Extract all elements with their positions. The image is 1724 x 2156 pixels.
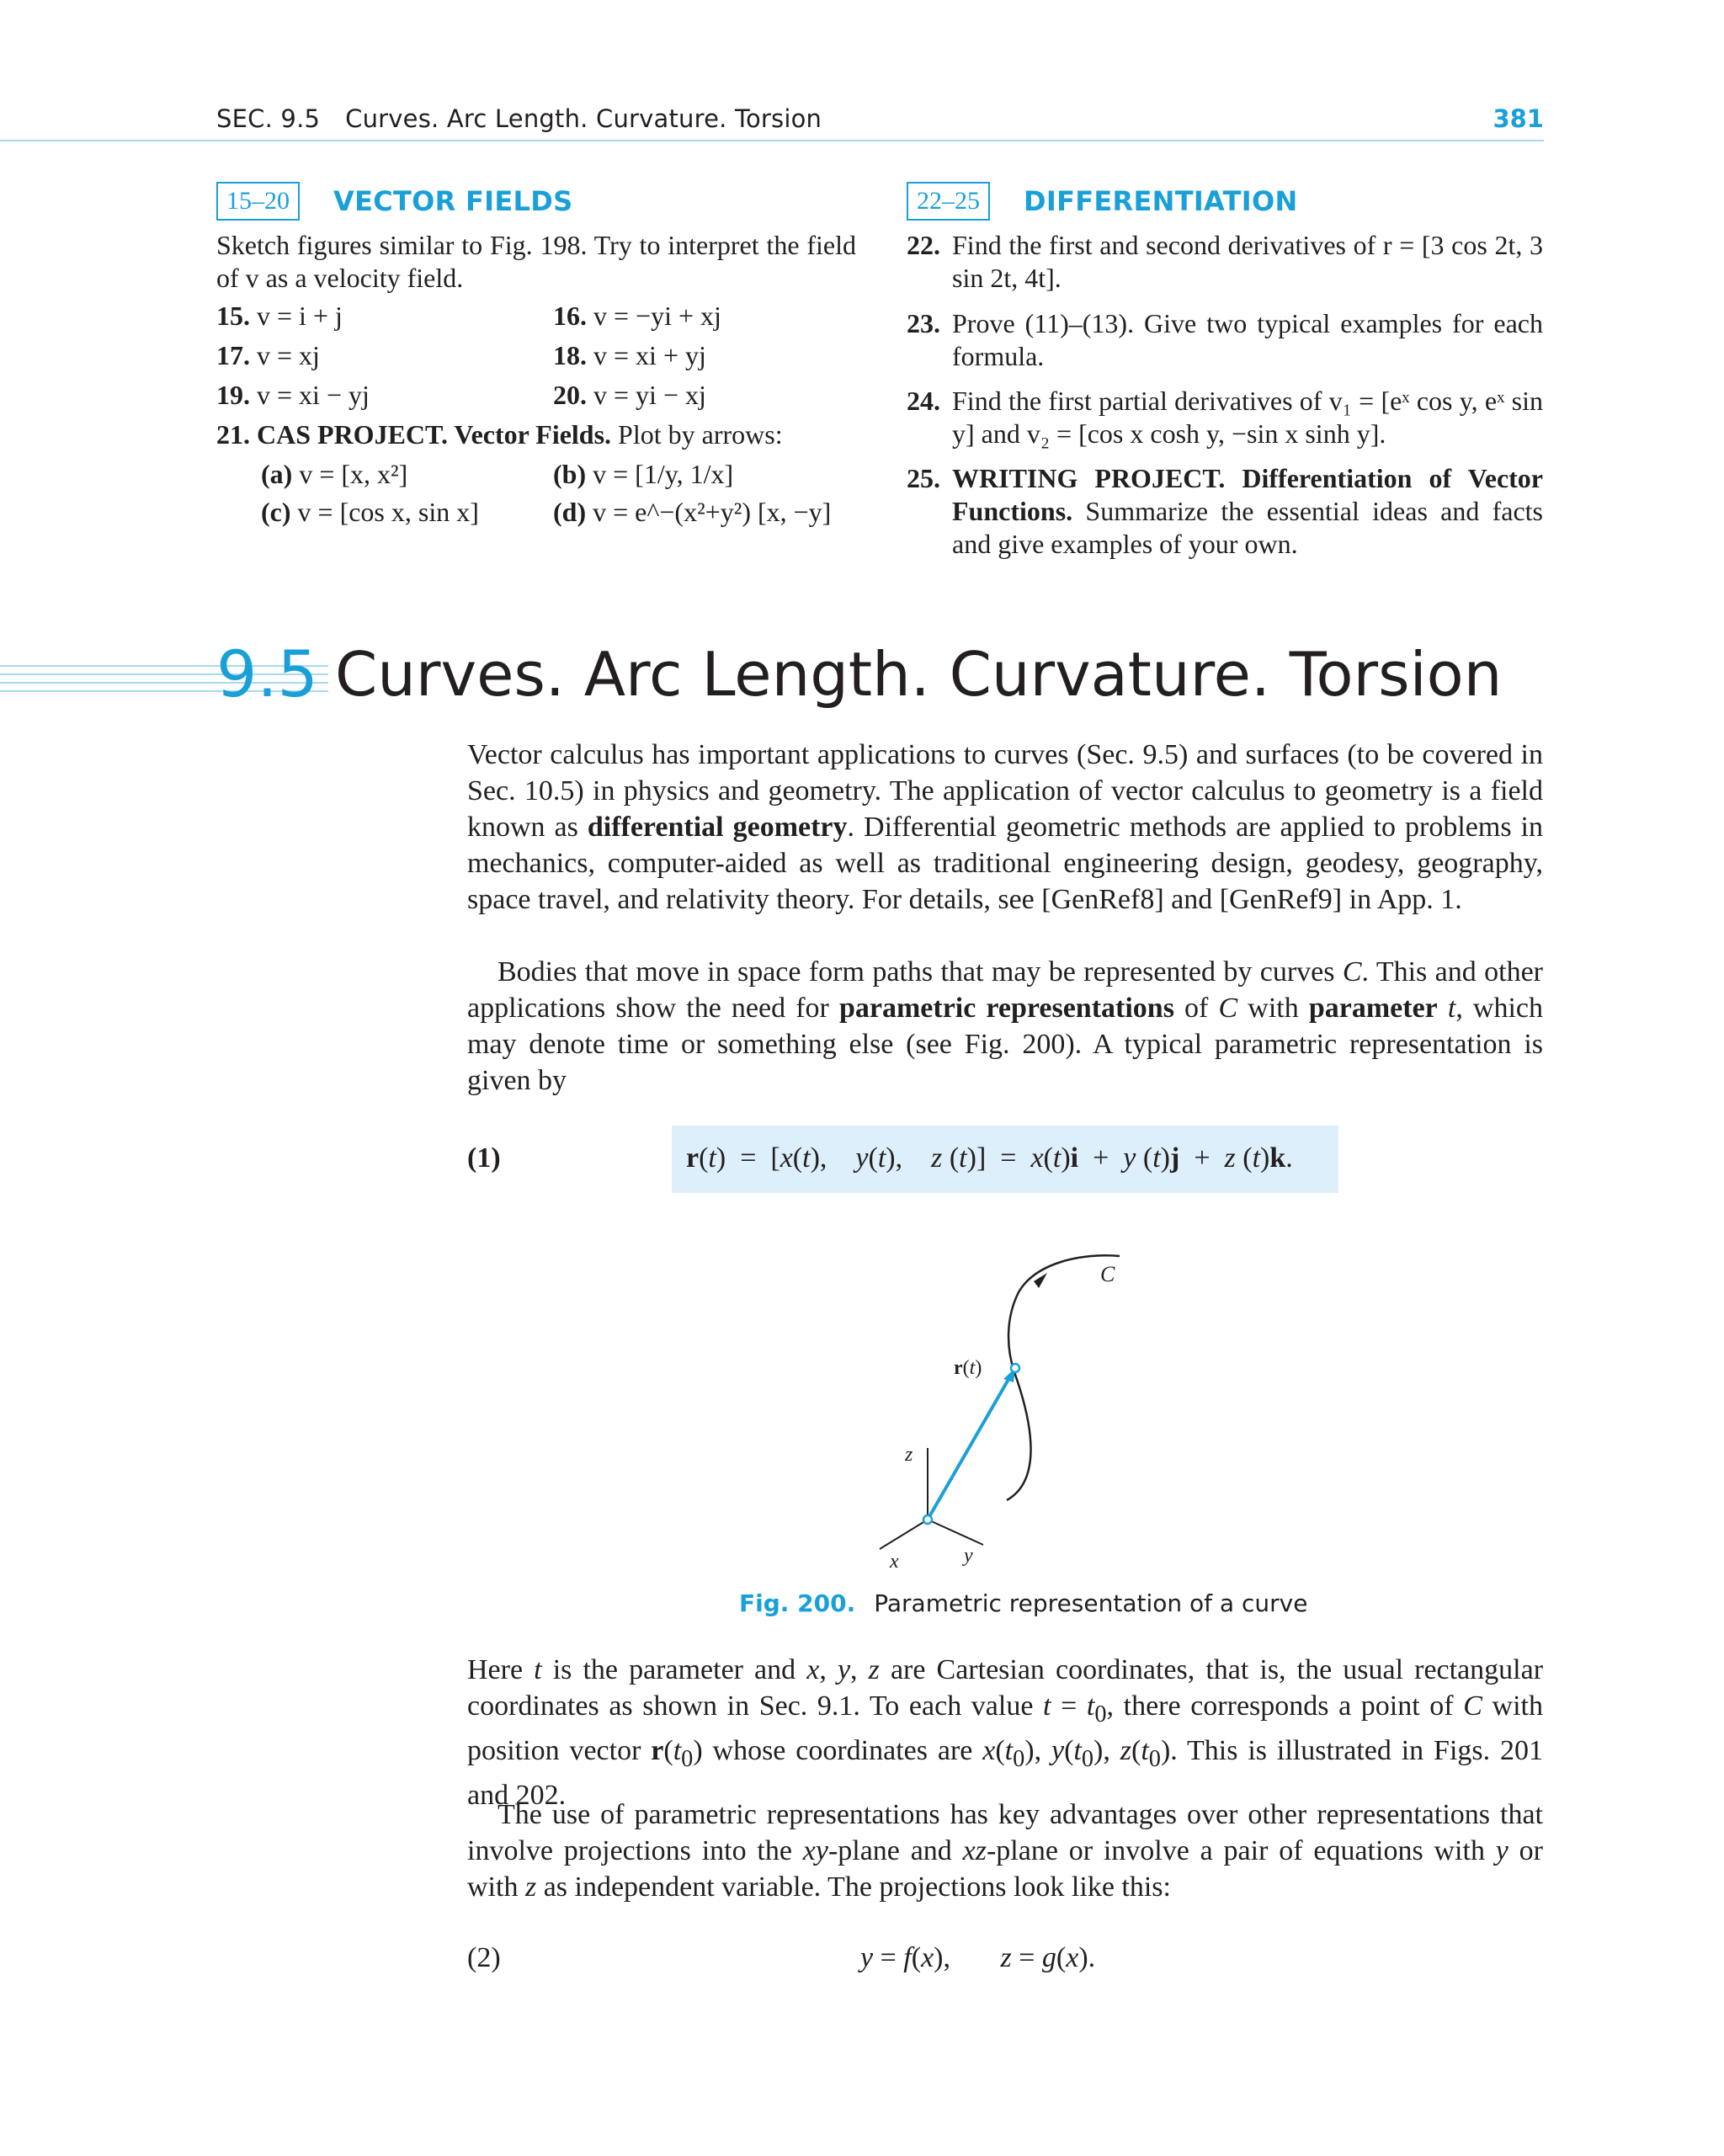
problem-range-box: 15–20 [216,182,300,221]
x-axis-label: x [890,1551,899,1573]
equation-2-number: (2) [467,1942,501,1973]
problem-21a: (a) v = [x, x²] [261,459,408,489]
curve-c [1007,1255,1120,1500]
problem-19: 19. v = xi − yj [216,380,370,410]
problem-18: 18. v = xi + yj [553,340,706,370]
origin-point [923,1515,932,1524]
x-axis [880,1520,928,1549]
problem-20-expr: v = yi − xj [593,380,706,410]
problem-21-text: Plot by arrows: [618,419,783,450]
y-axis [928,1520,983,1545]
figure-label: Fig. 200. [739,1589,856,1617]
vector-fields-intro: Sketch figures similar to Fig. 198. Try to interpret the field of v as a velocity field. [216,230,856,293]
curve-point [1011,1364,1019,1372]
header-section-number: SEC. 9.5 [216,104,321,133]
vector-label: r(t) [954,1357,982,1379]
equation-1-number: (1) [467,1142,501,1174]
problem-21: 21. CAS PROJECT. Vector Fields. Plot by arrows: [216,419,783,450]
problem-set-header [216,180,856,222]
problem-set-differentiation [907,180,1546,222]
problem-set-vector-fields [216,180,856,222]
y-axis-label: y [964,1545,973,1567]
z-axis-label: z [905,1444,913,1466]
problem-23: 23. Prove (11)–(13). Give two typical examples for each formula. [907,308,1543,371]
equation-1: r(t) = [x(t), y(t), z (t)] = x(t)i + y (t)j + z (t)k. [686,1142,1293,1174]
problem-range-box: 22–25 [907,182,990,221]
paragraph-1: Vector calculus has important applications to curves (Sec. 9.5) and surfaces (to be covered in Sec. 10.5) in physics and geometry. The application of vector calculus to geometry is a field known as differential geometry. Differential geometric methods are applied to problems in mechanics, computer-aided as well as traditional engineering design, geodesy, geography, space travel, and relativity theory. For details, see [GenRef8] and [GenRef9] in App. 1. [467,739,1543,915]
header-rule [0,140,1544,141]
term-parameter: parameter [1308,993,1438,1024]
problem-19-expr: v = xi − yj [257,380,370,410]
problem-22: 22. Find the first and second derivatives of r = [3 cos 2t, 3 sin 2t, 4t]. [907,230,1543,293]
equation-2: y = f(x), z = g(x). [860,1942,1096,1973]
term-differential-geometry: differential geometry [587,812,848,843]
problem-set-title: DIFFERENTIATION [1024,185,1298,217]
section-number: 9.5 [216,636,318,711]
problem-set-title: VECTOR FIELDS [333,185,573,217]
problem-21d: (d) v = e^−(x²+y²) [x, −y] [553,497,832,527]
running-header [216,104,822,133]
paragraph-3: Here t is the parameter and x, y, z are Cartesian coordinates, that is, the usual rectangular coordinates as shown in Sec. 9.1. To each value $t = t_0$, there corresponds a point of C with position vector $r(t_0)$ whose coordinates are $x(t_0)$, $y(t_0)$, $z(t_0)$. This is illustrated in Figs. 201 and 202. [467,1654,1544,1811]
section-title: Curves. Arc Length. Curvature. Torsion [335,639,1503,710]
header-section-title: Curves. Arc Length. Curvature. Torsion [345,104,822,133]
problem-20: 20. v = yi − xj [553,380,706,410]
problem-21-lead: CAS PROJECT. Vector Fields. [257,419,612,450]
problem-21c: (c) v = [cos x, sin x] [261,497,479,527]
term-parametric-representations: parametric representations [838,993,1174,1024]
problem-17: 17. v = xj [216,340,320,370]
problem-25-lead: WRITING PROJECT. Differentiation of Vector Functions. [952,463,1543,526]
problem-21b: (b) v = [1/y, 1/x] [553,459,734,489]
figure-caption [739,1589,1307,1617]
paragraph-4: The use of parametric representations has key advantages over other representations that involve projections into the xy-plane and xz-plane or involve a pair of equations with y or with z as independent variable. The projections look like this: [467,1799,1543,1903]
problem-18-expr: v = xi + yj [593,340,706,370]
paragraph-2: Bodies that move in space form paths that may be represented by curves C. This and other applications show the need for parametric representations of C with parameter t, which may denote time or something else (see Fig. 200). A typical parametric representation is given by [467,956,1544,1096]
page-number: 381 [1493,104,1544,133]
problem-25: 25. WRITING PROJECT. Differentiation of Vector Functions. Summarize the essential ideas and facts and give examples of your own. [907,463,1544,559]
curve-label: C [1100,1262,1115,1286]
position-vector [928,1376,1010,1520]
problem-15: 15. v = i + j [216,301,343,331]
figure-caption-text: Parametric representation of a curve [874,1589,1308,1617]
problem-set-header [907,180,1546,222]
problem-24: 24. Find the first partial derivatives of v₁ = [eˣ cos y, eˣ sin y] and v₂ = [cos x cosh y, −sin x sinh y]. [907,386,1543,449]
problem-16: 16. v = −yi + xj [553,301,721,331]
problem-16-expr: v = −yi + xj [593,301,721,331]
figure-parametric-curve [842,1238,1195,1583]
problem-17-expr: v = xj [257,340,320,370]
problem-15-expr: v = i + j [257,301,343,331]
curve-arrow-icon [1034,1273,1047,1288]
